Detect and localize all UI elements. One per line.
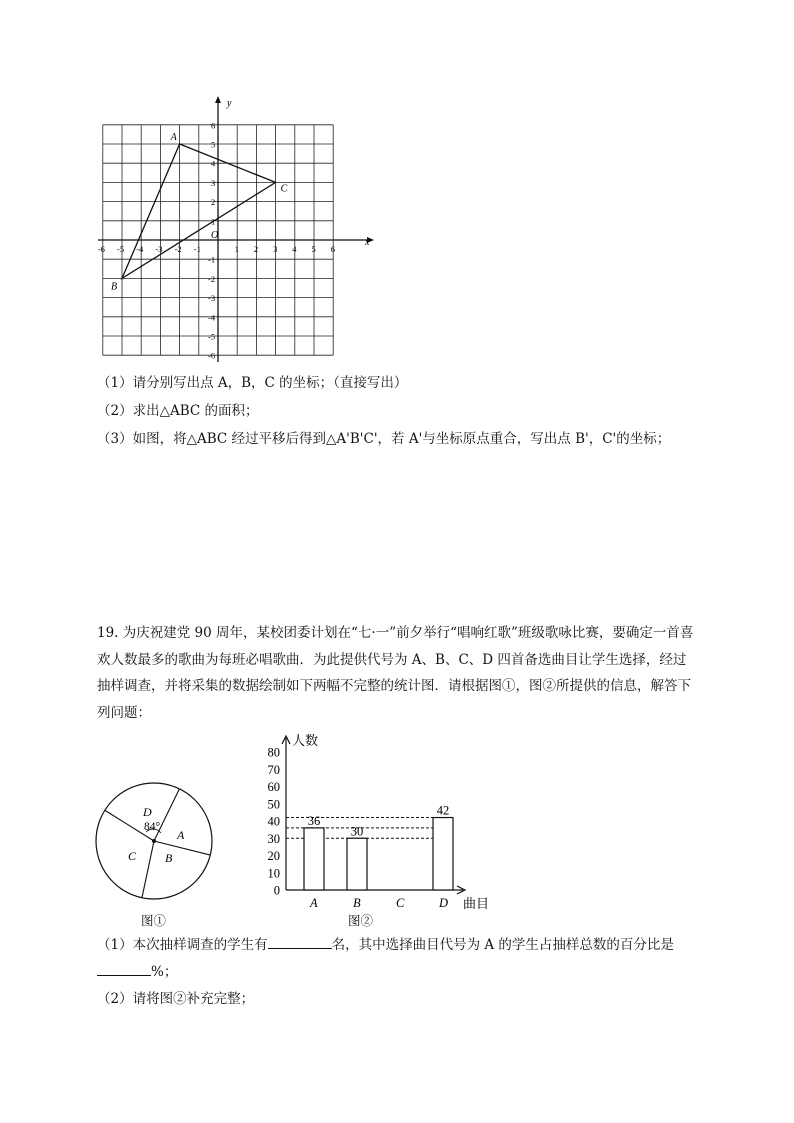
y-tick-label: -4 — [208, 312, 216, 323]
pie-slice-boundary — [154, 841, 210, 855]
y-tick-label: 2 — [211, 197, 216, 208]
bar-data-label: 36 — [307, 813, 321, 828]
q19-q1-part-b: 名，其中选择曲目代号为 A 的学生占抽样总数的百分比是 — [331, 937, 674, 953]
x-tick-label: -1 — [193, 244, 201, 254]
point-label-a: A — [170, 132, 177, 143]
pie-chart — [92, 780, 217, 905]
x-tick-label: -5 — [117, 244, 125, 254]
bar-y-tick-label: 40 — [267, 814, 280, 829]
x-tick-label: 1 — [234, 244, 239, 254]
pie-angle-label: 84° — [144, 821, 161, 833]
q19-q2: （2）请将图②补充完整； — [97, 991, 255, 1007]
pie-label-b: B — [165, 851, 173, 865]
pie-label-a: A — [177, 828, 185, 842]
bar-y-title: 人数 — [292, 733, 319, 748]
pie-caption: 图① — [141, 913, 167, 928]
y-tick-label: 4 — [211, 158, 216, 169]
point-label-b: B — [111, 281, 118, 293]
bar-y-tick-label: 30 — [267, 831, 280, 846]
bar-x-tick-label: B — [353, 896, 361, 910]
q19-q1-part-c: %； — [151, 964, 178, 980]
bar-y-tick-label: 0 — [273, 883, 280, 898]
y-tick-label: 1 — [211, 216, 216, 227]
bar-caption: 图② — [348, 913, 374, 928]
bar-y-tick-label: 20 — [267, 849, 280, 863]
x-tick-label: 2 — [253, 244, 259, 254]
pie-slices — [105, 789, 210, 898]
pie-center-dot — [152, 839, 156, 843]
origin-label: O — [211, 230, 219, 241]
x-tick-label: 4 — [292, 244, 297, 254]
y-tick-label: -3 — [208, 293, 216, 304]
coordinate-plane — [90, 92, 390, 372]
bar-y-tick-label: 70 — [267, 762, 280, 777]
q19-stem: 19. 为庆祝建党 90 周年，某校团委计划在“七·一”前夕举行“唱响红歌”班级歌咏比赛，要确定一首喜欢人数最多的歌曲为每班必唱歌曲．为此提供代号为 A、B、C、D 四首备选曲目让学生选择，经过抽样调查，并将采集的数据绘制如下两幅不完整的统计图．请根据图①，图②所提供的信息，解答下列问题： — [97, 625, 694, 721]
x-tick-label: 6 — [330, 244, 335, 254]
pie-label-c: C — [128, 849, 137, 863]
x-tick-label: -6 — [97, 244, 105, 254]
y-tick-label: 6 — [211, 120, 216, 131]
x-tick-label: 5 — [311, 244, 316, 254]
x-tick-label: -4 — [136, 244, 144, 254]
axes — [98, 96, 374, 362]
bar-series — [304, 804, 453, 890]
bar-d — [433, 818, 453, 890]
x-tick-label: 3 — [273, 244, 278, 254]
y-tick-label: -1 — [208, 254, 216, 265]
y-axis-label: y — [227, 98, 232, 109]
x-tick-label: -2 — [174, 244, 182, 254]
bar-data-label: 42 — [436, 803, 450, 818]
pie-slice-boundary — [154, 789, 179, 841]
y-axis-arrow — [215, 96, 221, 103]
bar-y-tick-label: 10 — [267, 866, 280, 881]
q19-q1-part-a: （1）本次抽样调查的学生有 — [97, 937, 268, 953]
pie-slice-boundary — [142, 841, 154, 898]
triangle-abc — [111, 132, 288, 292]
q18-part1: （1）请分别写出点 A，B，C 的坐标；（直接写出） — [97, 375, 408, 391]
y-tick-label: -2 — [208, 273, 216, 284]
x-tick-label: -3 — [155, 244, 163, 254]
q18-part2: （2）求出△ABC 的面积； — [97, 403, 259, 419]
bar-data-label: 30 — [350, 824, 364, 839]
answer-blank-percent[interactable] — [97, 961, 151, 976]
bar-a — [304, 828, 324, 890]
x-axis-label: x — [365, 237, 370, 248]
q19-q1-line1 — [97, 934, 674, 955]
bar-x-tick-label: A — [310, 896, 318, 910]
bar-chart — [255, 728, 505, 913]
answer-blank-total[interactable] — [268, 934, 332, 949]
y-tick-label: -5 — [208, 331, 216, 342]
bar-x-ticks — [309, 896, 448, 910]
q18-part3: （3）如图，将△ABC 经过平移后得到△A'B'C'，若 A'与坐标原点重合，写出点 B'，C'的坐标； — [97, 431, 671, 447]
bar-y-tick-label: 80 — [267, 745, 280, 760]
pie-label-d: D — [143, 805, 152, 819]
bar-x-title: 曲目 — [463, 896, 490, 911]
bar-b — [347, 838, 367, 890]
y-tick-label: 3 — [211, 177, 216, 188]
bar-x-tick-label: C — [396, 896, 405, 910]
y-tick-label: -6 — [208, 350, 216, 361]
bar-y-ticks — [268, 746, 281, 898]
bar-y-tick-label: 50 — [267, 797, 280, 812]
q19-q1-line2 — [97, 961, 177, 982]
point-label-c: C — [280, 183, 288, 195]
bar-y-tick-label: 60 — [267, 780, 280, 794]
y-tick-label: 5 — [211, 139, 216, 150]
bar-x-tick-label: D — [439, 896, 449, 910]
